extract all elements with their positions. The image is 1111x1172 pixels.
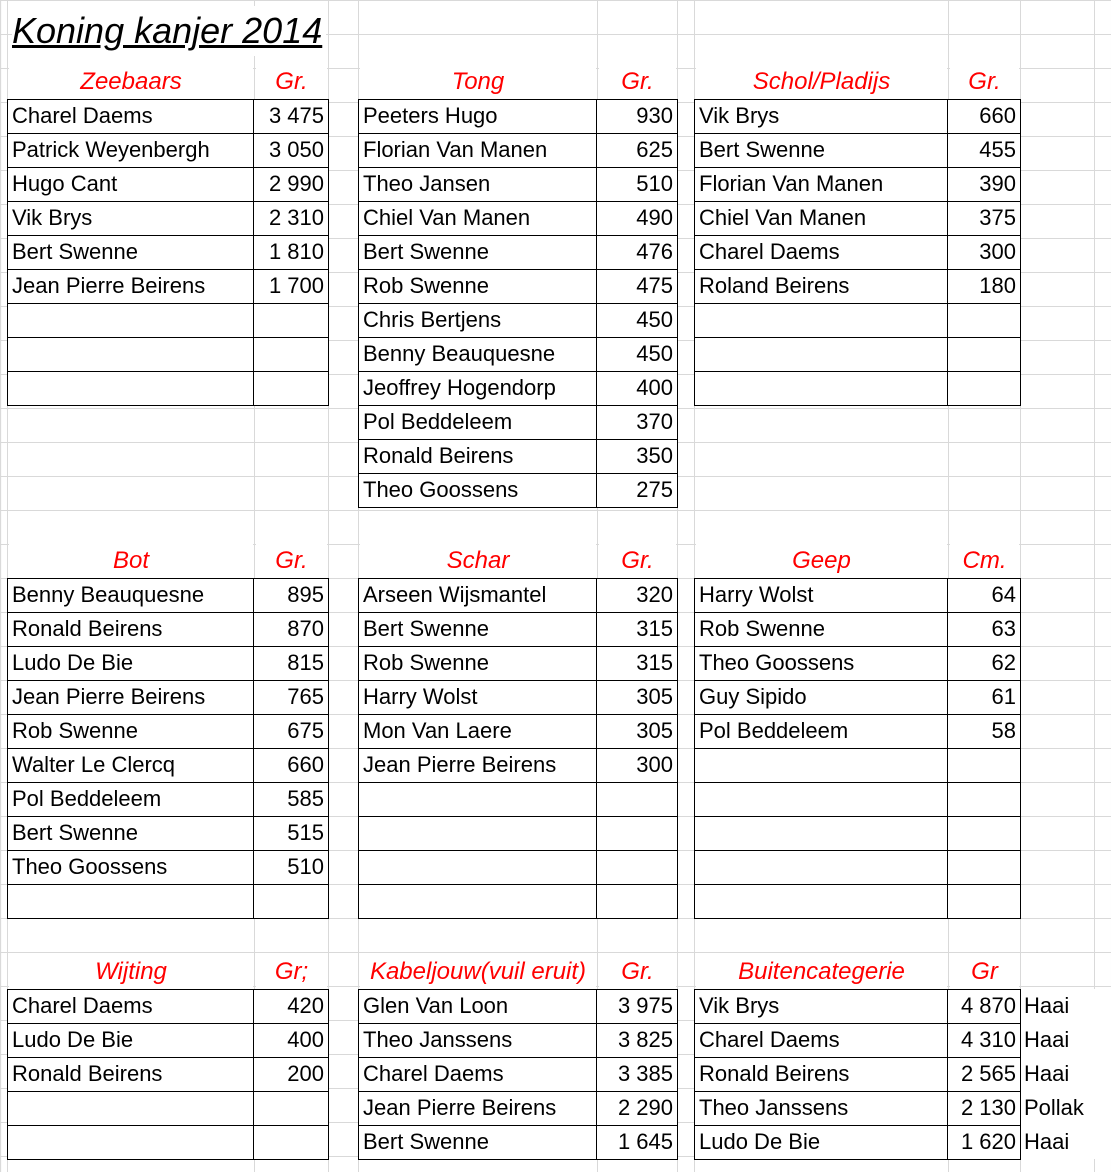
species-label: Haai xyxy=(1021,1023,1111,1057)
species-label: Haai xyxy=(1021,1125,1111,1159)
empty-cell[interactable] xyxy=(358,782,598,817)
empty-cell[interactable] xyxy=(358,850,598,885)
catch-value-cell[interactable]: 4 310 xyxy=(947,1023,1021,1058)
angler-name-cell[interactable]: Charel Daems xyxy=(7,989,255,1024)
angler-name-cell[interactable]: Vik Brys xyxy=(694,99,949,134)
empty-cell[interactable] xyxy=(596,884,678,919)
empty-cell[interactable] xyxy=(694,337,949,372)
angler-name-cell[interactable]: Pol Beddeleem xyxy=(694,714,949,749)
angler-name-cell[interactable]: Bert Swenne xyxy=(358,612,598,647)
catch-value-cell[interactable]: 675 xyxy=(253,714,329,749)
empty-cell[interactable] xyxy=(694,884,949,919)
angler-name-cell[interactable]: Charel Daems xyxy=(694,235,949,270)
angler-name-cell[interactable]: Bert Swenne xyxy=(694,133,949,168)
angler-name-cell[interactable]: Arseen Wijsmantel xyxy=(358,578,598,613)
catch-value-cell[interactable]: 300 xyxy=(596,748,678,783)
angler-name-cell[interactable]: Theo Jansen xyxy=(358,167,598,202)
empty-cell[interactable] xyxy=(253,337,329,372)
species-label: Haai xyxy=(1021,1057,1111,1091)
catch-value-cell[interactable]: 510 xyxy=(596,167,678,202)
empty-cell[interactable] xyxy=(596,816,678,851)
catch-value-cell[interactable]: 2 290 xyxy=(596,1091,678,1126)
empty-cell[interactable] xyxy=(7,884,255,919)
empty-cell[interactable] xyxy=(694,850,949,885)
empty-cell[interactable] xyxy=(947,850,1021,885)
catch-value-cell[interactable]: 2 990 xyxy=(253,167,329,202)
angler-name-cell[interactable]: Bert Swenne xyxy=(7,816,255,851)
empty-cell[interactable] xyxy=(7,1091,255,1126)
catch-value-cell[interactable]: 200 xyxy=(253,1057,329,1092)
angler-name-cell[interactable]: Pol Beddeleem xyxy=(358,405,598,440)
catch-value-cell[interactable]: 3 050 xyxy=(253,133,329,168)
category-header: Buitencategerie xyxy=(696,955,947,989)
angler-name-cell[interactable]: Chris Bertjens xyxy=(358,303,598,338)
catch-value-cell[interactable]: 660 xyxy=(947,99,1021,134)
empty-cell[interactable] xyxy=(947,782,1021,817)
catch-value-cell[interactable]: 370 xyxy=(596,405,678,440)
unit-header: Gr. xyxy=(599,955,676,989)
angler-name-cell[interactable]: Jean Pierre Beirens xyxy=(358,748,598,783)
catch-value-cell[interactable]: 585 xyxy=(253,782,329,817)
angler-name-cell[interactable]: Rob Swenne xyxy=(358,269,598,304)
angler-name-cell[interactable]: Theo Goossens xyxy=(694,646,949,681)
angler-name-cell[interactable]: Ronald Beirens xyxy=(358,439,598,474)
empty-cell[interactable] xyxy=(596,782,678,817)
catch-value-cell[interactable]: 350 xyxy=(596,439,678,474)
unit-header: Gr. xyxy=(256,65,327,99)
angler-name-cell[interactable]: Ludo De Bie xyxy=(7,646,255,681)
catch-value-cell[interactable]: 510 xyxy=(253,850,329,885)
angler-name-cell[interactable]: Theo Goossens xyxy=(7,850,255,885)
angler-name-cell[interactable]: Ronald Beirens xyxy=(7,1057,255,1092)
catch-value-cell[interactable]: 3 385 xyxy=(596,1057,678,1092)
catch-value-cell[interactable]: 300 xyxy=(947,235,1021,270)
catch-value-cell[interactable]: 765 xyxy=(253,680,329,715)
species-label: Pollak xyxy=(1021,1091,1111,1125)
catch-value-cell[interactable]: 3 475 xyxy=(253,99,329,134)
catch-value-cell[interactable]: 305 xyxy=(596,680,678,715)
angler-name-cell[interactable]: Charel Daems xyxy=(7,99,255,134)
catch-value-cell[interactable]: 2 565 xyxy=(947,1057,1021,1092)
angler-name-cell[interactable]: Hugo Cant xyxy=(7,167,255,202)
catch-value-cell[interactable]: 3 825 xyxy=(596,1023,678,1058)
catch-value-cell[interactable]: 58 xyxy=(947,714,1021,749)
unit-header: Gr. xyxy=(950,65,1019,99)
empty-cell[interactable] xyxy=(253,1091,329,1126)
angler-name-cell[interactable]: Jeoffrey Hogendorp xyxy=(358,371,598,406)
category-header: Kabeljouw(vuil eruit) xyxy=(360,955,596,989)
angler-name-cell[interactable]: Charel Daems xyxy=(358,1057,598,1092)
catch-value-cell[interactable]: 305 xyxy=(596,714,678,749)
empty-cell[interactable] xyxy=(253,371,329,406)
category-header: Bot xyxy=(9,544,253,578)
empty-cell[interactable] xyxy=(947,371,1021,406)
catch-value-cell[interactable]: 315 xyxy=(596,612,678,647)
unit-header: Gr xyxy=(950,955,1019,989)
angler-name-cell[interactable]: Harry Wolst xyxy=(694,578,949,613)
angler-name-cell[interactable]: Patrick Weyenbergh xyxy=(7,133,255,168)
angler-name-cell[interactable]: Ludo De Bie xyxy=(694,1125,949,1160)
angler-name-cell[interactable]: Jean Pierre Beirens xyxy=(7,680,255,715)
angler-name-cell[interactable]: Theo Janssens xyxy=(694,1091,949,1126)
catch-value-cell[interactable]: 1 620 xyxy=(947,1125,1021,1160)
catch-value-cell[interactable]: 515 xyxy=(253,816,329,851)
empty-cell[interactable] xyxy=(694,782,949,817)
angler-name-cell[interactable]: Ludo De Bie xyxy=(7,1023,255,1058)
empty-cell[interactable] xyxy=(253,303,329,338)
unit-header: Gr. xyxy=(256,544,327,578)
catch-value-cell[interactable]: 930 xyxy=(596,99,678,134)
angler-name-cell[interactable]: Roland Beirens xyxy=(694,269,949,304)
catch-value-cell[interactable]: 62 xyxy=(947,646,1021,681)
unit-header: Gr. xyxy=(599,544,676,578)
catch-value-cell[interactable]: 275 xyxy=(596,473,678,508)
category-header: Geep xyxy=(696,544,947,578)
category-header: Schol/Pladijs xyxy=(696,65,947,99)
catch-value-cell[interactable]: 450 xyxy=(596,337,678,372)
catch-value-cell[interactable]: 3 975 xyxy=(596,989,678,1024)
catch-value-cell[interactable]: 476 xyxy=(596,235,678,270)
catch-value-cell[interactable]: 455 xyxy=(947,133,1021,168)
empty-cell[interactable] xyxy=(947,748,1021,783)
catch-value-cell[interactable]: 1 700 xyxy=(253,269,329,304)
angler-name-cell[interactable]: Benny Beauquesne xyxy=(7,578,255,613)
empty-cell[interactable] xyxy=(947,337,1021,372)
catch-value-cell[interactable]: 63 xyxy=(947,612,1021,647)
angler-name-cell[interactable]: Benny Beauquesne xyxy=(358,337,598,372)
catch-value-cell[interactable]: 315 xyxy=(596,646,678,681)
empty-cell[interactable] xyxy=(947,884,1021,919)
angler-name-cell[interactable]: Florian Van Manen xyxy=(694,167,949,202)
angler-name-cell[interactable]: Theo Goossens xyxy=(358,473,598,508)
catch-value-cell[interactable]: 1 645 xyxy=(596,1125,678,1160)
empty-cell[interactable] xyxy=(694,816,949,851)
angler-name-cell[interactable]: Ronald Beirens xyxy=(694,1057,949,1092)
angler-name-cell[interactable]: Glen Van Loon xyxy=(358,989,598,1024)
category-header: Schar xyxy=(360,544,596,578)
catch-value-cell[interactable]: 450 xyxy=(596,303,678,338)
catch-value-cell[interactable]: 61 xyxy=(947,680,1021,715)
empty-cell[interactable] xyxy=(694,371,949,406)
empty-cell[interactable] xyxy=(7,371,255,406)
catch-value-cell[interactable]: 64 xyxy=(947,578,1021,613)
angler-name-cell[interactable]: Rob Swenne xyxy=(694,612,949,647)
empty-cell[interactable] xyxy=(253,884,329,919)
empty-cell[interactable] xyxy=(694,303,949,338)
empty-cell[interactable] xyxy=(694,748,949,783)
species-label: Haai xyxy=(1021,989,1111,1023)
empty-cell[interactable] xyxy=(596,850,678,885)
angler-name-cell[interactable]: Florian Van Manen xyxy=(358,133,598,168)
category-header: Wijting xyxy=(9,955,253,989)
angler-name-cell[interactable]: Guy Sipido xyxy=(694,680,949,715)
angler-name-cell[interactable]: Harry Wolst xyxy=(358,680,598,715)
catch-value-cell[interactable]: 625 xyxy=(596,133,678,168)
empty-cell[interactable] xyxy=(947,816,1021,851)
angler-name-cell[interactable]: Chiel Van Manen xyxy=(358,201,598,236)
catch-value-cell[interactable]: 895 xyxy=(253,578,329,613)
unit-header: Gr. xyxy=(599,65,676,99)
angler-name-cell[interactable]: Walter Le Clercq xyxy=(7,748,255,783)
catch-value-cell[interactable]: 815 xyxy=(253,646,329,681)
angler-name-cell[interactable]: Chiel Van Manen xyxy=(694,201,949,236)
angler-name-cell[interactable]: Ronald Beirens xyxy=(7,612,255,647)
catch-value-cell[interactable]: 400 xyxy=(596,371,678,406)
empty-cell[interactable] xyxy=(7,303,255,338)
catch-value-cell[interactable]: 490 xyxy=(596,201,678,236)
angler-name-cell[interactable]: Jean Pierre Beirens xyxy=(358,1091,598,1126)
unit-header: Gr; xyxy=(256,955,327,989)
angler-name-cell[interactable]: Bert Swenne xyxy=(358,1125,598,1160)
category-header: Zeebaars xyxy=(9,65,253,99)
angler-name-cell[interactable]: Peeters Hugo xyxy=(358,99,598,134)
catch-value-cell[interactable]: 870 xyxy=(253,612,329,647)
angler-name-cell[interactable]: Vik Brys xyxy=(7,201,255,236)
category-header: Tong xyxy=(360,65,596,99)
empty-cell[interactable] xyxy=(358,816,598,851)
unit-header: Cm. xyxy=(950,544,1019,578)
catch-value-cell[interactable]: 375 xyxy=(947,201,1021,236)
angler-name-cell[interactable]: Jean Pierre Beirens xyxy=(7,269,255,304)
catch-value-cell[interactable]: 475 xyxy=(596,269,678,304)
catch-value-cell[interactable]: 1 810 xyxy=(253,235,329,270)
angler-name-cell[interactable]: Rob Swenne xyxy=(358,646,598,681)
empty-cell[interactable] xyxy=(947,303,1021,338)
angler-name-cell[interactable]: Rob Swenne xyxy=(7,714,255,749)
catch-value-cell[interactable]: 420 xyxy=(253,989,329,1024)
empty-cell[interactable] xyxy=(7,337,255,372)
empty-cell[interactable] xyxy=(7,1125,255,1160)
catch-value-cell[interactable]: 2 310 xyxy=(253,201,329,236)
angler-name-cell[interactable]: Mon Van Laere xyxy=(358,714,598,749)
catch-value-cell[interactable]: 400 xyxy=(253,1023,329,1058)
angler-name-cell[interactable]: Theo Janssens xyxy=(358,1023,598,1058)
empty-cell[interactable] xyxy=(358,884,598,919)
catch-value-cell[interactable]: 660 xyxy=(253,748,329,783)
catch-value-cell[interactable]: 390 xyxy=(947,167,1021,202)
page-title: Koning kanjer 2014 xyxy=(12,6,326,56)
catch-value-cell[interactable]: 2 130 xyxy=(947,1091,1021,1126)
catch-value-cell[interactable]: 4 870 xyxy=(947,989,1021,1024)
angler-name-cell[interactable]: Bert Swenne xyxy=(358,235,598,270)
catch-value-cell[interactable]: 320 xyxy=(596,578,678,613)
angler-name-cell[interactable]: Vik Brys xyxy=(694,989,949,1024)
empty-cell[interactable] xyxy=(253,1125,329,1160)
angler-name-cell[interactable]: Pol Beddeleem xyxy=(7,782,255,817)
angler-name-cell[interactable]: Bert Swenne xyxy=(7,235,255,270)
catch-value-cell[interactable]: 180 xyxy=(947,269,1021,304)
angler-name-cell[interactable]: Charel Daems xyxy=(694,1023,949,1058)
